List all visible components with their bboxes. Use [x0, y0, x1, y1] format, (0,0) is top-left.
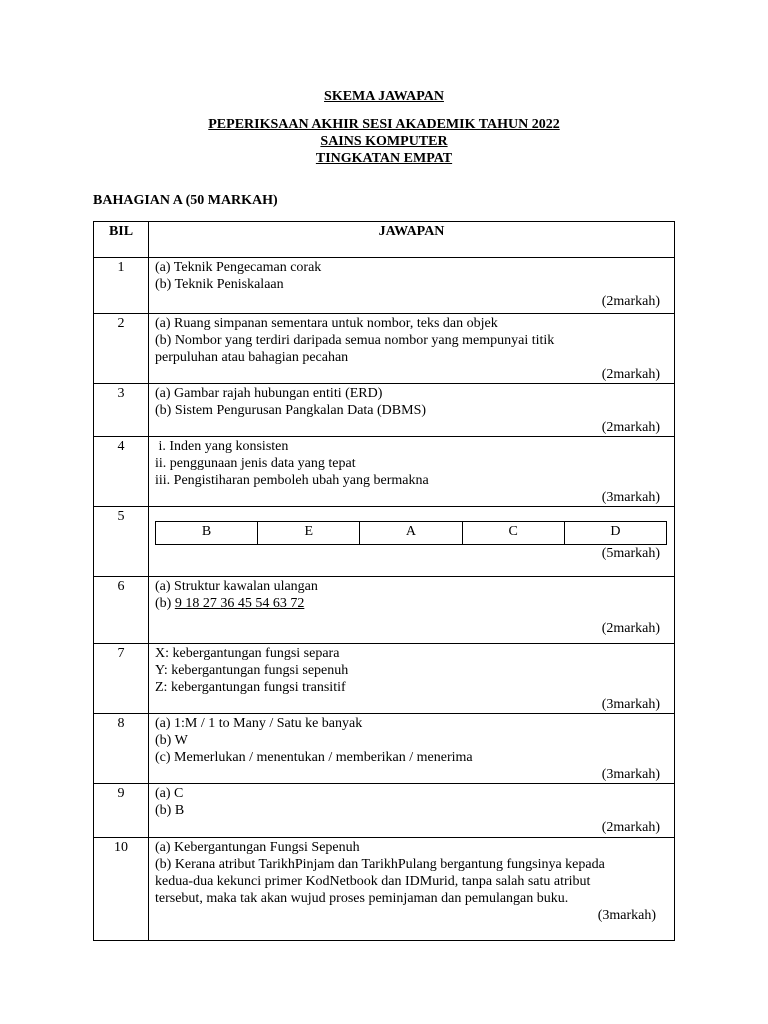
answer-line: tersebut, maka tak akan wujud proses peminjaman dan pemulangan buku. [155, 891, 569, 906]
answer-line: (a) Teknik Pengecaman corak [155, 260, 322, 275]
answer-line: iii. Pengistiharan pemboleh ubah yang bermakna [155, 473, 429, 488]
answer-cell [149, 437, 675, 507]
answer-line [155, 595, 660, 612]
sequence-table [155, 521, 667, 545]
marks-label: (2markah) [601, 820, 660, 835]
table-header-row [94, 222, 675, 258]
marks-label: (5markah) [601, 546, 660, 561]
answer-line: (a) 1:M / 1 to Many / Satu ke banyak [155, 716, 363, 731]
exam-title: PEPERIKSAAN AKHIR SESI AKADEMIK TAHUN 2022 [208, 117, 560, 132]
answer-cell [149, 784, 675, 838]
row-number: 5 [94, 507, 149, 577]
answer-line: ii. penggunaan jenis data yang tepat [155, 456, 356, 471]
row-number: 10 [94, 838, 149, 941]
column-header-bil: BIL [94, 222, 149, 258]
table-row [94, 644, 675, 714]
answer-line: (a) Struktur kawalan ulangan [155, 579, 318, 594]
marks-label: (3markah) [601, 490, 660, 505]
answer-line: X: kebergantungan fungsi separa [155, 646, 340, 661]
table-row [94, 314, 675, 384]
marks-label: (2markah) [601, 294, 660, 309]
table-row [94, 577, 675, 644]
column-header-jawapan: JAWAPAN [149, 222, 675, 258]
row-number: 6 [94, 577, 149, 644]
answer-prefix: (b) [155, 596, 175, 611]
marks-label: (2markah) [601, 420, 660, 435]
table-row [94, 384, 675, 437]
number-sequence: 9 18 27 36 45 54 63 72 [174, 596, 305, 611]
sequence-cell: A [360, 522, 462, 545]
answer-line: i. Inden yang konsisten [155, 439, 289, 454]
table-row [94, 437, 675, 507]
answer-cell [149, 384, 675, 437]
answer-line: (b) Nombor yang terdiri daripada semua nombor yang mempunyai titik [155, 333, 555, 348]
row-number: 9 [94, 784, 149, 838]
table-row [94, 714, 675, 784]
answer-line: Y: kebergantungan fungsi sepenuh [155, 663, 349, 678]
answer-line: perpuluhan atau bahagian pecahan [155, 350, 349, 365]
marks-label: (2markah) [601, 621, 660, 636]
answer-line: (b) Teknik Peniskalaan [155, 277, 284, 292]
marks-label: (2markah) [601, 367, 660, 382]
row-number: 3 [94, 384, 149, 437]
answer-cell [149, 644, 675, 714]
answer-cell [149, 258, 675, 314]
answer-line: (b) Sistem Pengurusan Pangkalan Data (DBMS) [155, 403, 427, 418]
row-number: 1 [94, 258, 149, 314]
row-number: 8 [94, 714, 149, 784]
answer-cell [149, 714, 675, 784]
section-heading: BAHAGIAN A (50 MARKAH) [93, 193, 278, 208]
table-row [94, 507, 675, 577]
sequence-row [156, 522, 667, 545]
table-row [94, 784, 675, 838]
answer-line: (a) Ruang simpanan sementara untuk nombor, teks dan objek [155, 316, 498, 331]
row-number: 7 [94, 644, 149, 714]
sequence-cell: B [156, 522, 258, 545]
answer-line: (b) Kerana atribut TarikhPinjam dan TarikhPulang bergantung fungsinya kepada [155, 857, 605, 872]
sequence-cell: D [564, 522, 666, 545]
table-row [94, 258, 675, 314]
answer-line: (a) C [155, 786, 184, 801]
answer-line: (b) B [155, 803, 185, 818]
answer-line: (a) Gambar rajah hubungan entiti (ERD) [155, 386, 383, 401]
answer-line: (c) Memerlukan / menentukan / memberikan / menerima [155, 750, 473, 765]
answer-line: kedua-dua kekunci primer KodNetbook dan IDMurid, tanpa salah satu atribut [155, 874, 591, 889]
marks-label: (3markah) [601, 767, 660, 782]
answer-cell [149, 577, 675, 644]
sequence-cell: C [462, 522, 564, 545]
answer-table [93, 221, 675, 941]
table-row [94, 838, 675, 941]
marks-label: (3markah) [597, 908, 656, 923]
answer-line: Z: kebergantungan fungsi transitif [155, 680, 346, 695]
answer-line: (b) W [155, 733, 188, 748]
answer-cell [149, 507, 675, 577]
level-title: TINGKATAN EMPAT [315, 151, 453, 166]
document-title: SKEMA JAWAPAN [324, 89, 444, 104]
row-number: 2 [94, 314, 149, 384]
marks-label: (3markah) [601, 697, 660, 712]
row-number: 4 [94, 437, 149, 507]
answer-cell [149, 838, 675, 941]
subject-title: SAINS KOMPUTER [320, 134, 448, 149]
answer-cell [149, 314, 675, 384]
answer-line: (a) Kebergantungan Fungsi Sepenuh [155, 840, 360, 855]
sequence-cell: E [258, 522, 360, 545]
